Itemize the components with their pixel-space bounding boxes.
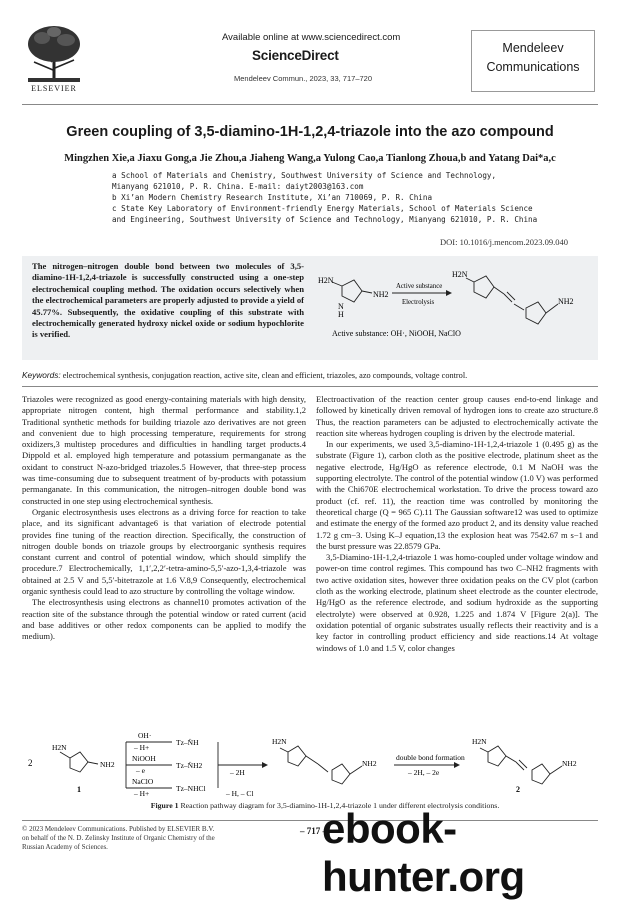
paragraph: Triazoles were recognized as good energy-containing materials with high density, appropriate nitrogen content, high thermal performance and stability.1,2 Traditional synthetic methods for building triazole azo derivatives are not green and convenient due to high processing temperature, requirements for strong oxidizers,3 multistep procedures and difficulties in handling target products.4 Dippold et al. employed high temperature and potassium permanganate as the oxidant to construct N-azo-bridged triazoles.5 However, that three-step process was time-consuming due to subsequent treatment of by-products with potassium permanganate. In this communication, the nitrogen–nitrogen double bond was constructed in one step using electrochemical synthesis. — [22, 394, 306, 506]
amino-label: NH2 — [558, 297, 574, 306]
doi-link[interactable]: DOI: 10.1016/j.mencom.2023.09.040 — [440, 237, 568, 247]
availability-line — [222, 32, 400, 43]
copyright-line: on behalf of the N. D. Zelinsky Institute of Organic Chemistry of the — [22, 834, 215, 842]
loss-label: – H+ — [134, 743, 150, 752]
intermediate-label: Tz–N̈H — [176, 738, 199, 747]
paragraph: Organic electrosynthesis uses electrons as a driving force for reaction to take place, and its significant advantage6 is that variation of electrode potential provides fine tuning of the reaction direction. Specifically, the construction of nitrogen double bonds on triazole groups by electroorganic synthesis requires constant current and control of potential window, which should simplify the procedure.7 Electrochemically, 1,1′,2,2′-tetra-amino-5,5′-azo-1,3,4-triazole was obtained at 2.5 V and 5,5′-bitetrazole at 1.6 V.8,9 Consequently, electrochemical organic synthesis could lead to azo structure by controlling the voltage window. — [22, 506, 306, 597]
affiliation-line: a School of Materials and Chemistry, Southwest University of Science and Technology, — [112, 171, 497, 180]
loss-label: – H+ — [134, 789, 150, 798]
copyright-line: Russian Academy of Sciences. — [22, 843, 108, 851]
arrow-bottom-label: Electrolysis — [402, 299, 435, 306]
paragraph: The electrosynthesis using electrons as channel10 promotes activation of the reaction site of the substance through the potential window or rated current (acid and base additives or other redox components can be applied to modify the medium). — [22, 597, 306, 642]
reagent-label: NaClO — [132, 777, 154, 786]
page-number: – 717 – — [300, 826, 327, 836]
amino-label: H2N — [452, 270, 468, 279]
substrate-structure — [60, 752, 98, 772]
amino-label: NH2 — [362, 759, 377, 768]
h-label: H — [338, 310, 344, 319]
abstract-text: The nitrogen–nitrogen double bond between two molecules of 3,5-diamino-1H-1,2,4-triazole is successfully constructed using a one-step electrochemical coupling method. The oxidation occurs selectively when the electrochemical parameters are properly adjusted to provide a yield of 45.77%. Subsequently, the oxidative coupling of this substrate with electrochemically generated hydroxy nickel oxide or sodium hypochlorite is verified. — [32, 261, 304, 340]
arrow-bottom-label: – 2H, – 2e — [408, 768, 440, 777]
citation-line: Mendeleev Commun., 2023, 33, 717–720 — [234, 74, 373, 83]
paragraph: Electroactivation of the reaction center group causes end-to-end linkage and followed by kinetically driven removal of hydrogen ions to create azo structure.8 Thus, the reaction parameters can be adjusted to electrochemically activate the reaction site whereas hydrogen coupling is driven by the electrode material. — [316, 394, 598, 438]
amino-label: H2N — [272, 737, 287, 746]
sciencedirect-brand: ScienceDirect — [252, 48, 339, 63]
affiliation-line: Mianyang 621010, P. R. China. E-mail: daiyt2003@163.com — [112, 182, 364, 191]
amino-label: H2N — [52, 743, 67, 752]
keywords-rule — [22, 386, 598, 387]
copyright-line: © 2023 Mendeleev Communications. Published by ELSEVIER B.V. — [22, 825, 215, 833]
amino-label: H2N — [318, 276, 334, 285]
amino-label: NH2 — [373, 290, 389, 299]
keywords-label: Keywords: — [22, 370, 61, 380]
affiliations — [112, 170, 572, 225]
availability-prefix: Available online at — [222, 32, 302, 43]
triazole-structure-left — [332, 280, 372, 302]
loss-label: – H, – Cl — [226, 789, 254, 798]
arrow-head-icon — [446, 290, 452, 296]
paragraph: In our experiments, we used 3,5-diamino-1H-1,2,4-triazole 1 (0.495 g) as the substrate (Figure 1), carbon cloth as the positive electrode, platinum sheet as the negative electrode, Hg/HgO as reference electrode, 0.1 M NaOH was the supporting electrolyte. The control of the potential window (1.0 V) was performed with the Chi670E electrochemical workstation. To drive the process toward azo product (cf. ref. 11), the reaction time was controlled by monitoring the theoretical charge (Q = 965 C).11 The Gaussian software12 was used to optimize and estimate the energy of the formed azo product 2, and its density value reached 1.72 g cm−3. Using K–J equation,13 the explosion heat was 7542.67 m s−1 and the burst pressure was 22.8579 GPa. — [316, 439, 598, 551]
watermark: ebook-hunter.org — [322, 805, 525, 900]
article-title: Green coupling of 3,5-diamino-1H-1,2,4-triazole into the azo compound — [66, 124, 554, 140]
loss-label: – 2H — [230, 768, 245, 777]
arrow-head-icon — [262, 762, 268, 768]
figure-caption-label: Figure 1 — [150, 801, 179, 810]
hydrazo-intermediate-structure — [280, 746, 362, 784]
intermediate-label: Tz–NHCl — [176, 784, 206, 793]
affiliation-line: b Xi’an Modern Chemistry Research Institute, Xi’an 710069, P. R. China — [112, 193, 433, 202]
body-column-left — [22, 394, 306, 643]
body-column-right — [316, 394, 598, 654]
reaction-scheme — [22, 730, 598, 800]
sciencedirect-link[interactable]: www.sciencedirect.com — [301, 32, 401, 43]
journal-name-line2: Communications — [486, 60, 580, 74]
reagent-label: OH· — [138, 731, 152, 740]
affiliation-line: and Engineering, Southwest University of Science and Technology, Mianyang 621010, P. R. China — [112, 215, 538, 224]
amino-label: NH2 — [562, 759, 577, 768]
intermediate-label: Tz–N̈H2 — [176, 761, 203, 770]
arrow-top-label: double bond formation — [396, 753, 465, 762]
copyright-notice — [22, 825, 322, 852]
arrow-top-label: Active substance — [396, 283, 443, 290]
loss-label: – e — [136, 766, 145, 775]
azo-product-structure — [480, 746, 562, 784]
compound-label-1: 1 — [77, 785, 81, 794]
journal-name-line1: Mendeleev — [502, 41, 564, 55]
graphical-abstract-caption: Active substance: OH·, NiOOH, NaClO — [332, 329, 461, 338]
graphical-abstract — [314, 264, 596, 356]
reagent-label: NiOOH — [132, 754, 156, 763]
header-rule — [22, 104, 598, 105]
arrow-head-icon — [454, 762, 460, 768]
figure-caption-text: Reaction pathway diagram for 3,5-diamino-1H-1,2,4-triazole 1 under different electrolysis conditions. — [178, 801, 500, 810]
journal-name-box — [471, 30, 595, 92]
keywords-text: electrochemical synthesis, conjugation reaction, active site, clean and efficient, triazoles, azo compounds, voltage control. — [60, 371, 468, 380]
compound-label-2: 2 — [516, 785, 520, 794]
paragraph: 3,5-Diamino-1H-1,2,4-triazole 1 was homo-coupled under voltage window and power-on time control regimes. This compound has two C–NH2 fragments with two active oxidation sites, however three oxidation peaks on the CV plot (carbon cloth as the working electrode, platinum sheet electrode as the counter electrode, Hg/HgO as the reference electrode, and sodium hydroxide as the supporting electrolyte) were observed at 0.928, 1.225 and 1.874 V [Figure 2(a)]. The oxidation potential of organic substrates usually reflects their reactivity and is a key factor in controlling product efficiency and side reactions.14 At voltage windows of 1.0 and 1.5 V, color changes — [316, 552, 598, 653]
nh-label: N — [338, 302, 344, 311]
author-list: Mingzhen Xie,a Jiaxu Gong,a Jie Zhou,a Jiaheng Wang,a Yulong Cao,a Tianlong Zhoua,b and Yatang Dai*a,c — [64, 153, 556, 164]
stoichiometric-coefficient: 2 — [28, 758, 33, 768]
affiliation-line: c State Key Laboratory of Environment-friendly Energy Materials, School of Materials Science — [112, 204, 533, 213]
amino-label: NH2 — [100, 760, 115, 769]
elsevier-tree-logo — [22, 22, 86, 84]
keywords-line — [22, 370, 598, 380]
publisher-name: ELSEVIER — [31, 84, 77, 93]
amino-label: H2N — [472, 737, 487, 746]
azo-product-structure — [466, 276, 558, 324]
